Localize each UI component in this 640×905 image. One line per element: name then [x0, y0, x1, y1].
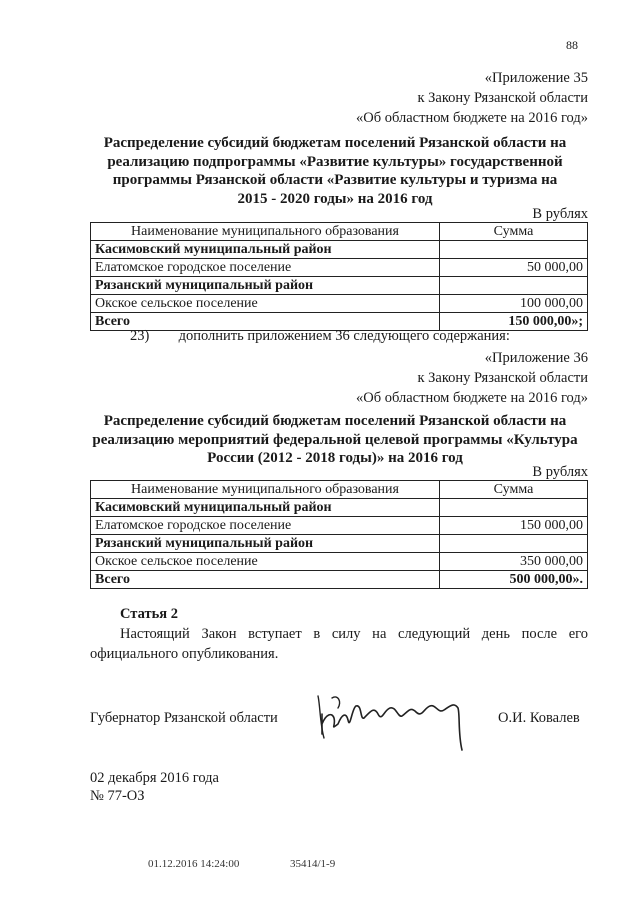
- table-row: [91, 553, 588, 571]
- article-heading: Статья 2: [120, 606, 178, 622]
- row-sum: 150 000,00: [440, 517, 588, 535]
- page-number: 88: [566, 38, 578, 52]
- row-sum: 500 000,00».: [440, 571, 588, 589]
- table-header-row: [91, 481, 588, 499]
- table-row-total: [91, 571, 588, 589]
- unit-label-35: В рублях: [532, 206, 588, 222]
- table-row: [91, 259, 588, 277]
- row-sum: 100 000,00: [440, 295, 588, 313]
- signatory-name: О.И. Ковалев: [498, 710, 580, 726]
- annex-35-title: [80, 134, 590, 208]
- row-name: Всего: [91, 313, 440, 331]
- article-text-line1: [90, 624, 588, 644]
- article-text-line2: официального опубликования.: [90, 646, 279, 662]
- row-name: Рязанский муниципальный район: [91, 535, 440, 553]
- row-sum: 350 000,00: [440, 553, 588, 571]
- law-number: № 77-ОЗ: [90, 788, 145, 804]
- subsidy-table-35: [90, 222, 588, 331]
- annex-35-line3: «Об областном бюджете на 2016 год»: [356, 110, 588, 126]
- column-header-sum: Сумма: [440, 481, 588, 499]
- title-35-line1: Распределение субсидий бюджетам поселений Рязанской области на: [103, 135, 567, 151]
- item-23-text: дополнить приложением 36 следующего содержания:: [178, 328, 510, 344]
- article-text: [90, 624, 588, 664]
- subsidy-table-36: [90, 480, 588, 589]
- table-row: [91, 517, 588, 535]
- signatory-position: Губернатор Рязанской области: [90, 710, 278, 726]
- title-36-line2: реализацию мероприятий федеральной целевой программы «Культура: [92, 431, 578, 448]
- row-name: Окское сельское поселение: [91, 553, 440, 571]
- annex-36-line1: «Приложение 36: [484, 350, 588, 366]
- row-name: Рязанский муниципальный район: [91, 277, 440, 295]
- row-sum: 150 000,00»;: [440, 313, 588, 331]
- annex-35-header: [356, 68, 588, 128]
- title-35-line4: 2015 - 2020 годы» на 2016 год: [237, 190, 433, 207]
- column-header-sum: Сумма: [440, 223, 588, 241]
- row-name: Касимовский муниципальный район: [91, 499, 440, 517]
- row-sum: [440, 499, 588, 517]
- annex-36-title: [80, 412, 590, 468]
- table-row-district: [91, 535, 588, 553]
- title-36-line1: Распределение субсидий бюджетам поселений Рязанской области на: [103, 413, 567, 429]
- table-row-district: [91, 499, 588, 517]
- table-header-row: [91, 223, 588, 241]
- item-23: [130, 326, 510, 346]
- table-row: [91, 295, 588, 313]
- footer-timestamp: 01.12.2016 14:24:00: [148, 858, 240, 870]
- row-sum: 50 000,00: [440, 259, 588, 277]
- row-sum: [440, 277, 588, 295]
- title-35-line2: реализацию подпрограммы «Развитие культуры» государственной: [107, 153, 563, 170]
- column-header-name: Наименование муниципального образования: [91, 223, 440, 241]
- table-row-district: [91, 241, 588, 259]
- row-sum: [440, 241, 588, 259]
- item-23-number: 23): [130, 328, 150, 344]
- title-35-line3: программы Рязанской области «Развитие культуры и туризма на: [112, 172, 558, 188]
- annex-36-line2: к Закону Рязанской области: [417, 370, 588, 386]
- column-header-name: Наименование муниципального образования: [91, 481, 440, 499]
- handwritten-signature: [312, 684, 484, 756]
- annex-36-header: [356, 348, 588, 408]
- annex-36-line3: «Об областном бюджете на 2016 год»: [356, 390, 588, 406]
- row-name: Елатомское городское поселение: [91, 259, 440, 277]
- article-text-line1-content: Настоящий Закон вступает в силу на следующий день после его: [120, 626, 588, 642]
- row-name: Елатомское городское поселение: [91, 517, 440, 535]
- footer-code: 35414/1-9: [290, 858, 336, 870]
- annex-35-line1: «Приложение 35: [484, 70, 588, 86]
- table-row-district: [91, 277, 588, 295]
- unit-label-36: В рублях: [532, 464, 588, 480]
- annex-35-line2: к Закону Рязанской области: [417, 90, 588, 106]
- row-name: Касимовский муниципальный район: [91, 241, 440, 259]
- row-name: Окское сельское поселение: [91, 295, 440, 313]
- row-name: Всего: [91, 571, 440, 589]
- law-date: 02 декабря 2016 года: [90, 770, 219, 786]
- row-sum: [440, 535, 588, 553]
- title-36-line3: России (2012 - 2018 годы)» на 2016 год: [207, 450, 463, 466]
